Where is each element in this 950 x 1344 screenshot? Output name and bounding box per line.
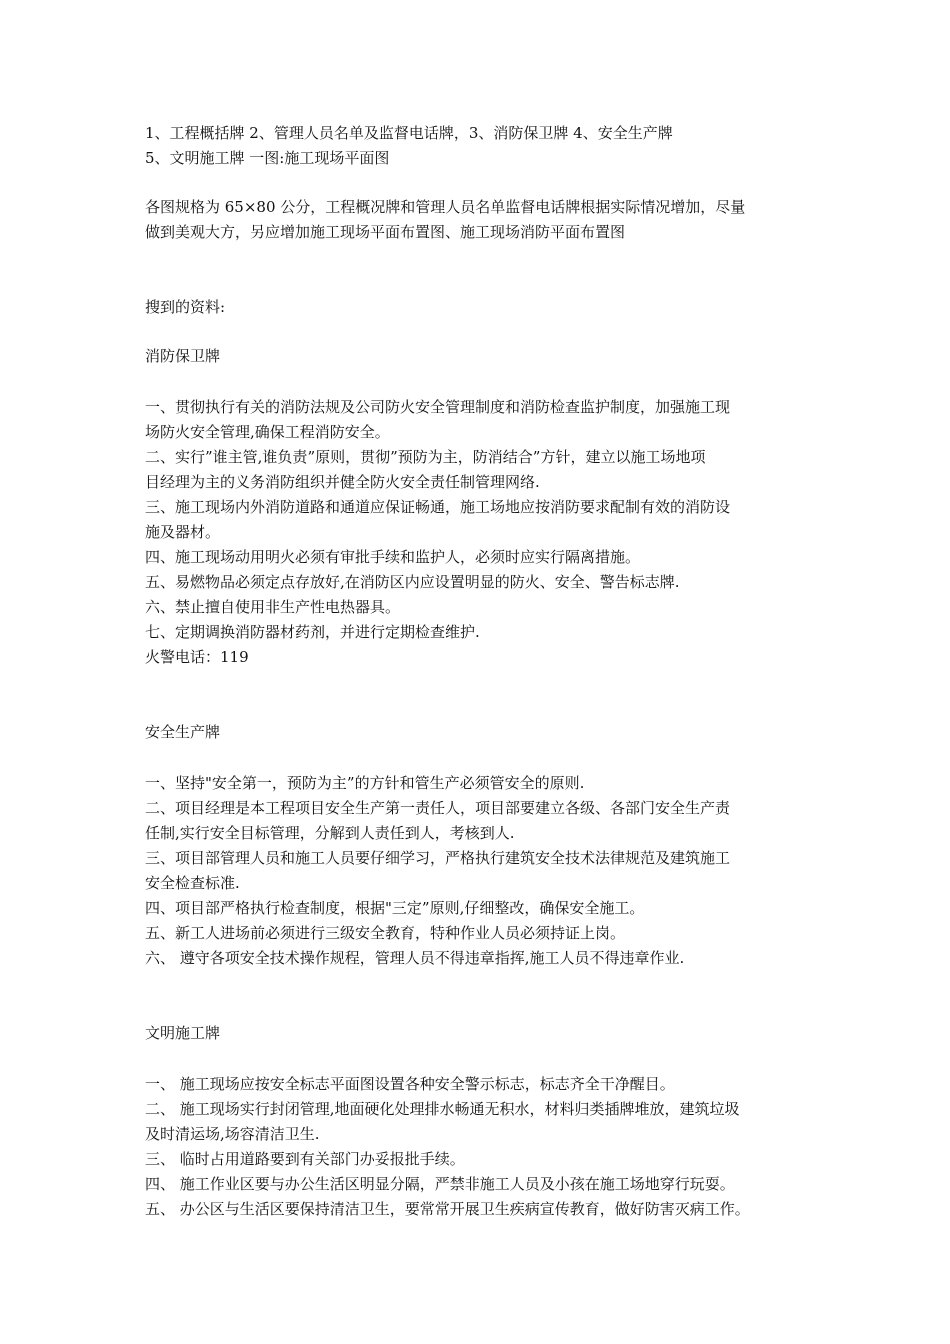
fire-line: 一、贯彻执行有关的消防法规及公司防火安全管理制度和消防检查监护制度，加强施工现	[145, 398, 731, 416]
fire-line: 施及器材。	[145, 523, 221, 541]
intro-line-1: 1、工程概括牌 2、管理人员名单及监督电话牌，3、消防保卫牌 4、安全生产牌	[145, 124, 673, 142]
civil-section-title: 文明施工牌	[145, 1024, 221, 1042]
safety-line: 六、 遵守各项安全技术操作规程，管理人员不得违章指挥,施工人员不得违章作业.	[145, 949, 685, 967]
fire-line: 六、禁止擅自使用非生产性电热器具。	[145, 598, 401, 616]
intro-line-2: 5、文明施工牌 一图:施工现场平面图	[145, 149, 390, 167]
document-body	[145, 121, 825, 1222]
fire-line: 目经理为主的义务消防组织并健全防火安全责任制管理网络.	[145, 473, 540, 491]
safety-line: 一、坚持"安全第一，预防为主”的方针和管生产必须管安全的原则.	[145, 774, 585, 792]
found-label: 搜到的资料:	[145, 298, 226, 316]
fire-line: 二、实行”谁主管,谁负责”原则，贯彻”预防为主，防消结合”方针，建立以施工场地项	[145, 448, 706, 466]
fire-section-title: 消防保卫牌	[145, 347, 221, 365]
safety-line: 二、项目经理是本工程项目安全生产第一责任人，项目部要建立各级、各部门安全生产责	[145, 799, 731, 817]
fire-line: 四、施工现场动用明火必须有审批手续和监护人，必须时应实行隔离措施。	[145, 548, 641, 566]
safety-line: 五、新工人进场前必须进行三级安全教育，特种作业人员必须持证上岗。	[145, 924, 626, 942]
safety-line: 安全检查标准.	[145, 874, 240, 892]
safety-line: 任制,实行安全目标管理，分解到人责任到人，考核到人.	[145, 824, 515, 842]
safety-line: 三、项目部管理人员和施工人员要仔细学习，严格执行建筑安全技术法律规范及建筑施工	[145, 849, 731, 867]
fire-line: 七、定期调换消防器材药剂，并进行定期检查维护.	[145, 623, 480, 641]
civil-line: 二、 施工现场实行封闭管理,地面硬化处理排水畅通无积水，材料归类插牌堆放，建筑垃圾	[145, 1100, 740, 1118]
fire-line: 场防火安全管理,确保工程消防安全。	[145, 423, 390, 441]
civil-line: 四、 施工作业区要与办公生活区明显分隔，严禁非施工人员及小孩在施工场地穿行玩耍。	[145, 1175, 735, 1193]
safety-section-body	[145, 771, 825, 971]
fire-section-body	[145, 395, 825, 670]
civil-section-body	[145, 1072, 825, 1222]
fire-line: 三、施工现场内外消防道路和通道应保证畅通，施工场地应按消防要求配制有效的消防设	[145, 498, 731, 516]
spec-line-1: 各图规格为 65×80 公分，工程概况牌和管理人员名单监督电话牌根据实际情况增加，尽量	[145, 198, 746, 216]
civil-line: 及时清运场,场容清洁卫生.	[145, 1125, 320, 1143]
civil-line: 五、 办公区与生活区要保持清洁卫生，要常常开展卫生疾病宣传教育，做好防害灭病工作。	[145, 1200, 750, 1218]
safety-section-title: 安全生产牌	[145, 723, 221, 741]
safety-line: 四、项目部严格执行检查制度，根据"三定”原则,仔细整改，确保安全施工。	[145, 899, 645, 917]
civil-line: 三、 临时占用道路要到有关部门办妥报批手续。	[145, 1150, 465, 1168]
civil-line: 一、 施工现场应按安全标志平面图设置各种安全警示标志，标志齐全干净醒目。	[145, 1075, 675, 1093]
spec-line-2: 做到美观大方，另应增加施工现场平面布置图、施工现场消防平面布置图	[145, 223, 626, 241]
fire-line: 五、易燃物品必须定点存放好,在消防区内应设置明显的防火、安全、警告标志牌.	[145, 573, 680, 591]
fire-phone: 火警电话：119	[145, 648, 249, 666]
